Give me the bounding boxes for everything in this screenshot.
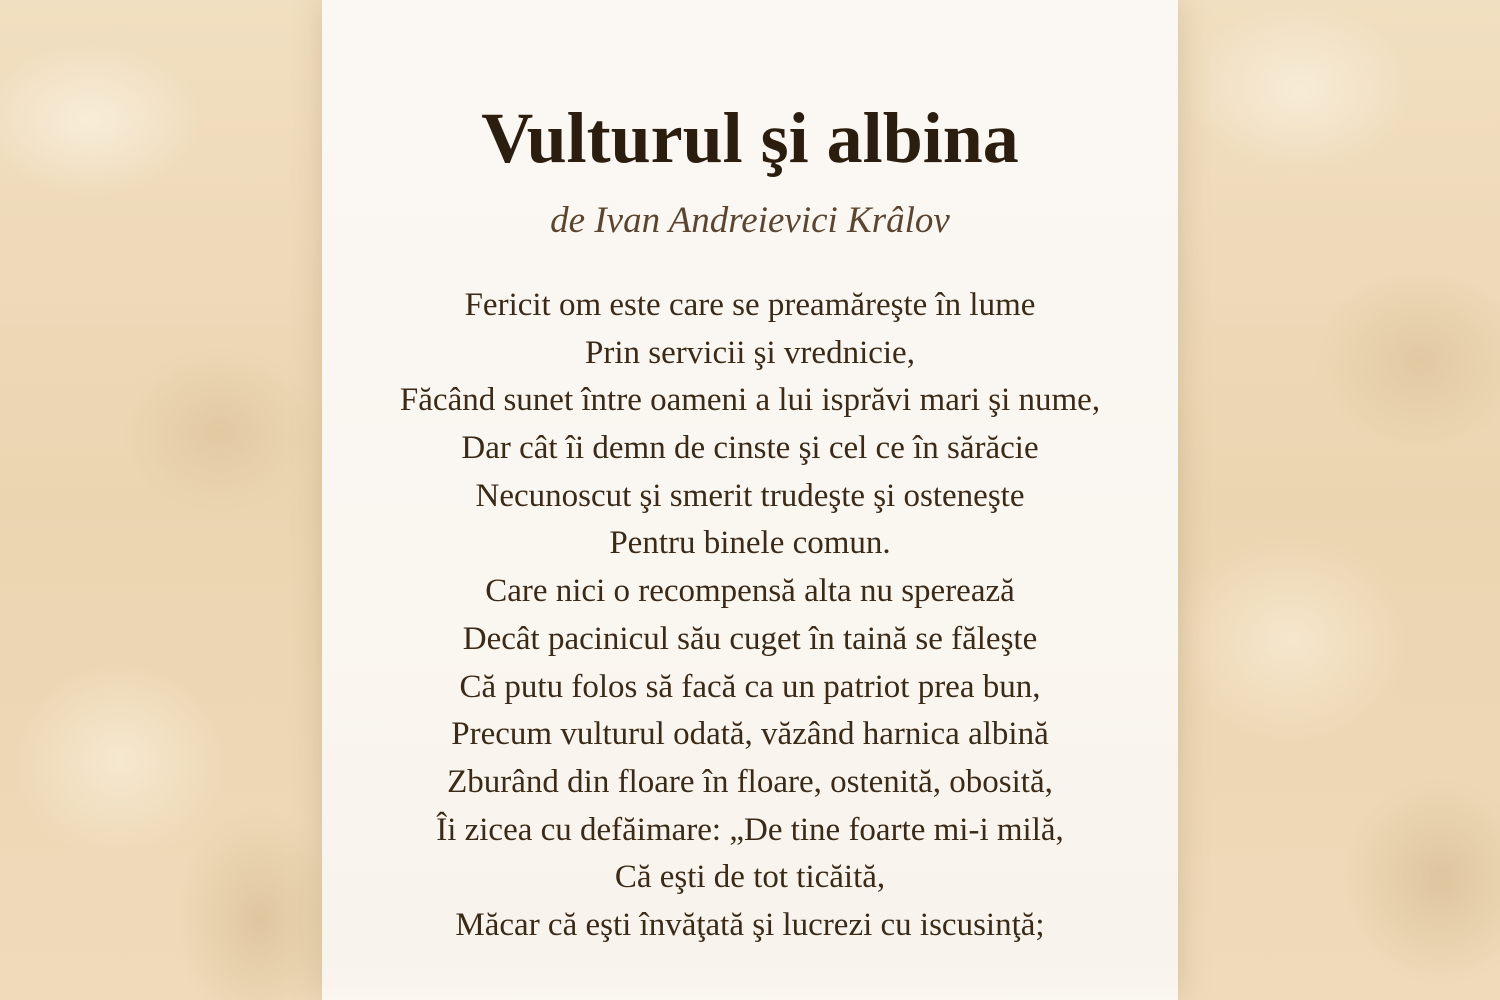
poem-line: Îi zicea cu defăimare: „De tine foarte mi-i milă, [436, 811, 1064, 848]
page-bottom-fade [322, 954, 1178, 1000]
poem-line: Prin servicii şi vrednicie, [585, 334, 915, 371]
poem-line: Decât pacinicul său cuget în taină se făleşte [462, 620, 1038, 657]
poem-line: Că putu folos să facă ca un patriot prea bun, [459, 668, 1041, 705]
poem-line: Precum vulturul odată, văzând harnica albină [451, 716, 1049, 753]
poem-line: Făcând sunet între oameni a lui isprăvi mari şi nume, [399, 382, 1101, 419]
poem-line: Măcar că eşti învăţată şi lucrezi cu iscusinţă; [455, 906, 1045, 943]
poem-page [322, 0, 1178, 1000]
poem-title: Vulturul şi albina [481, 98, 1019, 178]
poem-line: Pentru binele comun. [609, 525, 891, 562]
poem-line: Necunoscut şi smerit trudeşte şi osteneşte [475, 477, 1025, 514]
poem-line: Că eşti de tot ticăită, [614, 859, 886, 896]
poem-line: Dar cât îi demn de cinste şi cel ce în sărăcie [461, 430, 1039, 467]
poem-body [322, 282, 1178, 950]
poem-line: Zburând din floare în floare, ostenită, obosită, [447, 763, 1053, 800]
poem-line: Care nici o recompensă alta nu sperează [485, 573, 1015, 610]
poem-author: de Ivan Andreievici Krâlov [550, 200, 950, 241]
poem-line: Fericit om este care se preamăreşte în lume [464, 287, 1036, 323]
